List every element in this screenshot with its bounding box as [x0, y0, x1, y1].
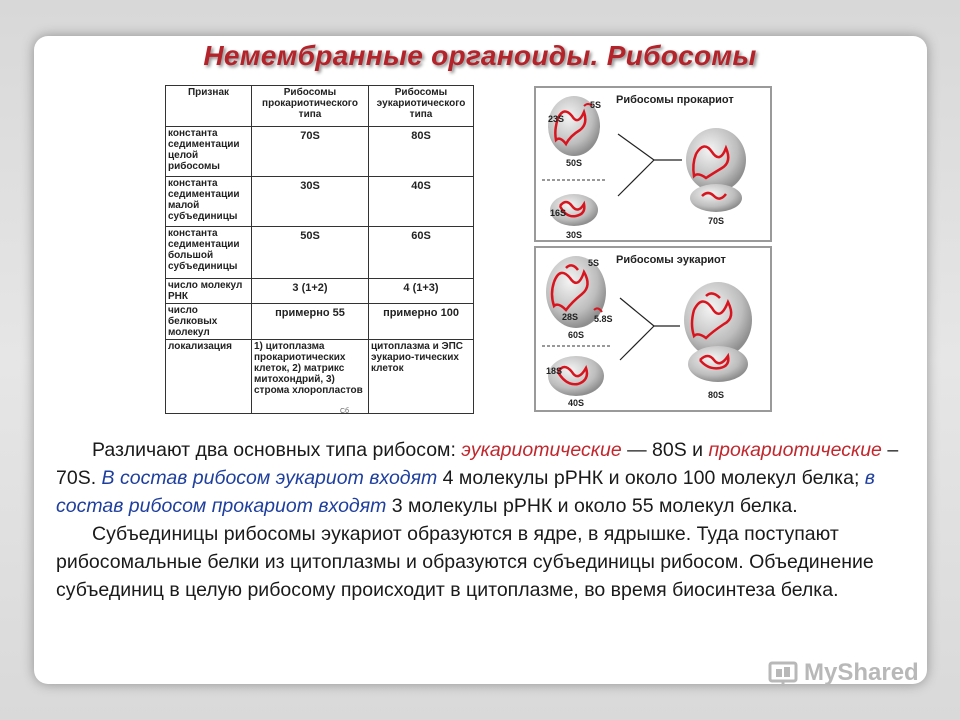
table-cell-feature: константа седиментации целой рибосомы [166, 127, 252, 177]
table-cell-euk: 80S [369, 127, 474, 177]
table-cell-pro: 3 (1+2) [252, 279, 369, 304]
table-cell-euk: 60S [369, 227, 474, 279]
presentation-icon [768, 659, 800, 687]
table-cell-feature: число белковых молекул [166, 304, 252, 340]
prokaryote-diagram-svg [536, 88, 770, 240]
table-row [166, 177, 474, 227]
text-span: Различают два основных типа рибосом: [92, 439, 462, 461]
table-cell-euk: 40S [369, 177, 474, 227]
table-cell-pro: 30S [252, 177, 369, 227]
label-18s: 18S [546, 366, 563, 376]
table-cell-pro: 70S [252, 127, 369, 177]
table-cell-feature: константа седиментации большой субъединицы [166, 227, 252, 279]
table-row [166, 227, 474, 279]
eukaryote-diagram-svg [536, 248, 770, 410]
arrow-lower [620, 326, 654, 360]
caption-fragment: Сб [340, 408, 350, 415]
eukaryote-panel-title: Рибосомы эукариот [616, 254, 726, 266]
body-text [56, 436, 906, 604]
comparison-table [165, 85, 474, 414]
table-cell-pro: 50S [252, 227, 369, 279]
label-5s: 5S [590, 100, 602, 110]
slide-title: Немембранные органоиды. Рибосомы [203, 40, 757, 71]
prokaryote-ribosome-diagram [534, 86, 772, 242]
table-row [166, 279, 474, 304]
paragraph-2: Субъединицы рибосомы эукариот образуются в ядре, в ядрышке. Туда поступают рибосомальные белки из цитоплазмы и образуются субъединицы рибосом. Объединение субъединиц в целую рибосому происходит в цитоплазме, во время биосинтеза белка. [56, 523, 874, 601]
term-eukaryotic: эукариотические [461, 439, 622, 461]
watermark [768, 658, 919, 688]
arrow-upper [620, 298, 654, 326]
text-span: 4 молекулы рРНК и около 100 молекул белка; [437, 467, 865, 489]
label-28s: 28S [562, 312, 579, 322]
table-row [166, 127, 474, 177]
label-16s: 16S [550, 208, 567, 218]
table-cell-euk: примерно 100 [369, 304, 474, 340]
table-cell-pro: 1) цитоплазма прокариотических клеток, 2) матрикс митохондрий, 3) строма хлоропластов [252, 340, 369, 414]
label-60s: 60S [568, 330, 585, 340]
table-cell-feature: локализация [166, 340, 252, 414]
label-70s: 70S [708, 216, 725, 226]
label-5-8s: 5.8S [594, 314, 613, 324]
watermark-text: MyShared [804, 659, 919, 686]
label-5s: 5S [588, 258, 600, 268]
label-23s: 23S [548, 114, 565, 124]
table-header: Признак [166, 86, 252, 127]
arrow-lower [618, 160, 654, 196]
text-span: — 80S и [621, 439, 709, 461]
table-header: Рибосомы эукариотического типа [369, 86, 474, 127]
table-header-row [166, 86, 474, 127]
label-40s: 40S [568, 398, 585, 408]
paragraph-1 [56, 436, 906, 520]
prokaryote-panel-title: Рибосомы прокариот [616, 94, 734, 106]
label-30s: 30S [566, 230, 583, 240]
eukaryote-ribosome-diagram [534, 246, 772, 412]
table-cell-pro: примерно 55 [252, 304, 369, 340]
table-cell-euk: цитоплазма и ЭПС эукарио-тических клеток [369, 340, 474, 414]
table-cell-euk: 4 (1+3) [369, 279, 474, 304]
emphasis-eukaryote-composition: В состав рибосом эукариот входят [101, 467, 438, 489]
table-cell-feature: число молекул РНК [166, 279, 252, 304]
text-span: – 70S. [56, 439, 899, 489]
table-cell-feature: константа седиментации малой субъединицы [166, 177, 252, 227]
label-80s: 80S [708, 390, 725, 400]
arrow-upper [618, 134, 654, 160]
table-row [166, 304, 474, 340]
label-50s: 50S [566, 158, 583, 168]
term-prokaryotic: прокариотические [708, 439, 882, 461]
text-span: 3 молекулы рРНК и около 55 молекул белка. [386, 495, 798, 517]
table-row [166, 340, 474, 414]
emphasis-prokaryote-composition: в состав рибосом прокариот входят [56, 467, 875, 517]
table-header: Рибосомы прокариотического типа [252, 86, 369, 127]
